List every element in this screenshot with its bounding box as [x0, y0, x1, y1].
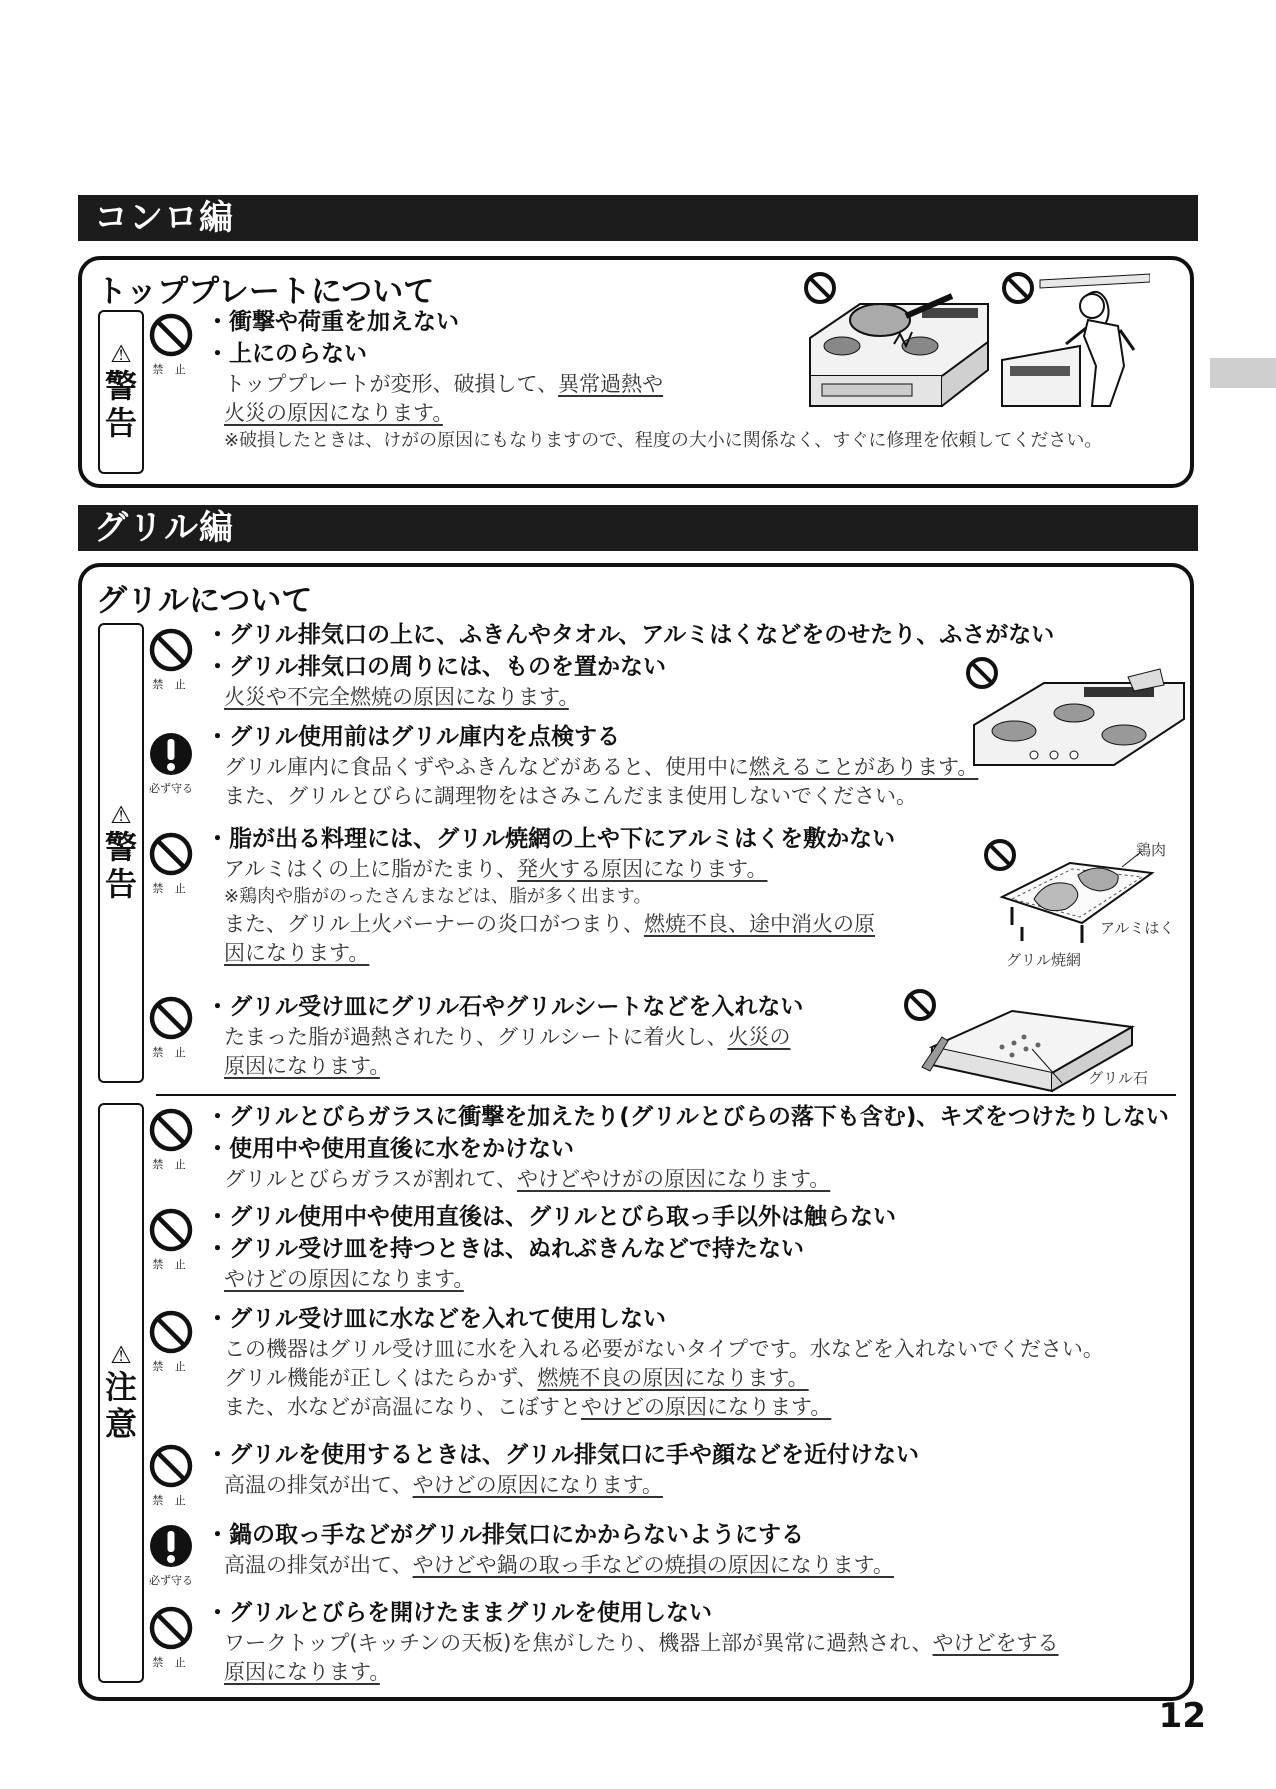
grill-caution-tag: ⚠ 注 意 — [98, 1103, 144, 1683]
stove-impact-illustration — [802, 266, 992, 408]
warning-triangle-icon: ⚠ — [110, 801, 132, 830]
page-number: 12 — [1158, 1696, 1206, 1736]
section-header-stove — [78, 195, 1198, 241]
prohibit-symbol: 禁 止 — [146, 312, 196, 377]
prohibit-icon — [148, 312, 194, 358]
top-plate-warning-box: トッププレートについて ⚠ 警 告 禁 止 ・衝撃や荷重を加えない ・上にのらない トッププレートが変形、破損して、異常過熱や 火災の原因になります。 ※破損したときは、けがの原因にもなりますので、程度の大小に関係なく、すぐに修理を依頼してください。 — [78, 256, 1194, 488]
prohibit-icon — [148, 1309, 194, 1355]
section-header-grill-label: グリル編 — [94, 508, 234, 548]
prohibit-icon — [148, 627, 194, 673]
warning-tag: ⚠ 警 告 — [98, 310, 144, 474]
grill-title: グリルについて — [96, 583, 313, 619]
prohibit-icon — [148, 831, 194, 877]
section-header-grill — [78, 505, 1198, 551]
prohibit-icon — [148, 1605, 194, 1651]
climbing-person-illustration — [1000, 266, 1150, 408]
warning-triangle-icon: ⚠ — [110, 340, 132, 369]
exclamation-icon — [148, 1523, 194, 1569]
label-grill-stone: グリル石 — [1088, 1069, 1149, 1087]
caution-triangle-icon: ⚠ — [110, 1341, 132, 1370]
label-foil: アルミはく — [1100, 919, 1175, 937]
section-header-stove-label: コンロ編 — [94, 198, 234, 238]
grill-warning-tag: ⚠ 警 告 — [98, 623, 144, 1083]
prohibit-icon — [148, 1443, 194, 1489]
exclamation-icon — [148, 731, 194, 777]
grill-box: グリルについて ⚠ 警 告 ⚠ 注 意 禁 止 ・グリル排気口の上に、ふきんやタオル、アルミはくなどをのせたり、ふさがない ・グリル排気口の周りには、ものを置かない 火災や不完全燃焼の原因になります。 必ず守る ・グリル使用前はグリル庫内を点検する グリル庫内に食品くずやふきんなどがあると、使用中に燃えることがあります。 また、グリルとびらに調理物をはさみこんだまま使用しないでください。 禁 止 ・脂が出る料理には、グリル焼網の上や下にアルミはくを敷かない アルミはくの上に脂がたまり、発火する原因になります。 ※鶏肉や脂がのったさんまなどは、脂が多く出ます。 また、グリル上火バーナーの炎口がつまり、燃焼不良、途中消火の原 因になります。 鶏肉 アルミはく グリル焼網 禁 止 ・グリル受け皿にグリル石やグリルシートなどを入れない たまった脂が過熱されたり、グリルシートに着火し、火災の 原因になります。 グリル石 禁 止 ・グリルとびらガラスに衝撃を加えたり(グリルとびらの落下も含む)、キズをつけたりしない ・使用中や使用直後に水をかけない グリルとびらガラスが割れて、やけどやけがの原因になります。 禁 止 ・グリル使用中や使用直後は、グリルとびら取っ手以外は触らない ・グリル受け皿を持つときは、ぬれぶきんなどで持たない やけどの原因になります。 禁 止 ・グリル受け皿に水などを入れて使用しない この機器はグリル受け皿に水を入れる必要がないタイプです。水などを入れないでください。 グリル機能が正しくはたらかず、燃焼不良の原因になります。 また、水などが高温になり、こぼすとやけどの原因になります。 禁 止 ・グリルを使用するときは、グリル排気口に手や顔などを近付けない 高温の排気が出て、やけどの原因になります。 必ず守る ・鍋の取っ手などがグリル排気口にかからないようにする 高温の排気が出て、やけどや鍋の取っ手などの焼損の原因になります。 禁 止 ・グリルとびらを開けたままグリルを使用しない ワークトップ(キッチンの天板)を焦がしたり、機器上部が異常に過熱され、やけどをする 原因になります。 — [78, 563, 1194, 1701]
label-chicken: 鶏肉 — [1136, 841, 1167, 859]
label-grill-net: グリル焼網 — [1006, 951, 1082, 969]
prohibit-icon — [148, 995, 194, 1041]
page-thumb-index — [1210, 358, 1276, 388]
grill-vent-illustration — [964, 655, 1186, 775]
prohibit-icon — [148, 1207, 194, 1253]
top-plate-title: トッププレートについて — [96, 274, 435, 310]
prohibit-icon — [148, 1107, 194, 1153]
